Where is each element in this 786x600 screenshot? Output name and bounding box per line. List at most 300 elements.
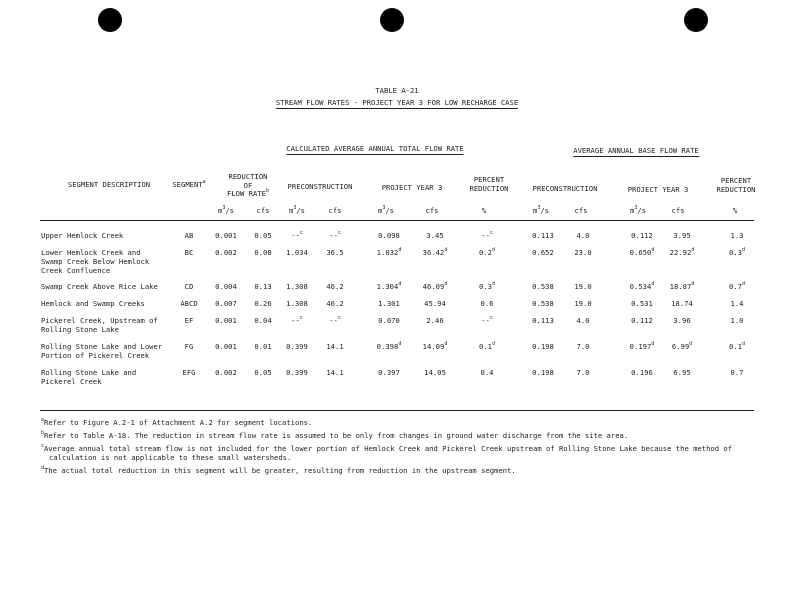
cell-text: 36.42 <box>422 248 445 257</box>
footnote-marker: c <box>337 315 341 321</box>
cell-bpy-m <box>631 316 653 325</box>
cell-text: 0.001 <box>215 231 237 240</box>
unit-label <box>378 206 394 215</box>
cell-text: 1.032 <box>376 248 399 257</box>
cell-text: CD <box>184 282 194 291</box>
cell-bpct <box>729 282 745 291</box>
cell-bpre-m <box>532 342 554 351</box>
cell-text: 0.198 <box>532 368 554 377</box>
cell-text: cfs <box>328 206 342 215</box>
cell-text: 0.538 <box>532 282 554 291</box>
cell-text: Lower Hemlock Creek and <box>41 248 141 257</box>
cell-pct <box>481 231 493 240</box>
cell-text: 0.3 <box>479 282 492 291</box>
cell-bpct <box>729 342 745 351</box>
cell-text: 0.04 <box>254 316 272 325</box>
unit-label <box>426 206 439 215</box>
header-base-percent-line2: REDUCTION <box>716 185 756 194</box>
cell-pre-c <box>326 368 343 377</box>
footnote-marker: a <box>41 417 45 423</box>
cell-py-m <box>377 248 402 257</box>
cell-text: 0.26 <box>254 299 272 308</box>
unit-label <box>329 206 342 215</box>
cell-text: /s <box>540 206 549 215</box>
header-preconstruction: PRECONSTRUCTION <box>287 182 353 191</box>
footnote-marker: d <box>741 341 745 347</box>
footnote-marker: d <box>491 281 495 287</box>
cell-bpy-m <box>630 248 655 257</box>
footnote <box>49 453 291 462</box>
cell-bpre-m <box>532 368 554 377</box>
cell-red-m <box>215 282 237 291</box>
footnote-marker: 3 <box>634 205 638 211</box>
cell-bpy-m <box>631 299 653 308</box>
cell-seg <box>185 342 194 351</box>
unit-label <box>257 206 270 215</box>
cell-text: 0.398 <box>376 342 399 351</box>
footnote-marker: c <box>299 230 303 236</box>
cell-text: Refer to Table A-18. The reduction in stream flow rate is assumed to be only from changes in ground water discharge from the site area. <box>44 431 629 440</box>
cell-red-m <box>215 299 237 308</box>
cell-text: -- <box>329 231 338 240</box>
cell-text: The actual total reduction in this segment will be greater, resulting from reduction in the upstream segment. <box>44 466 516 475</box>
cell-py-c <box>423 282 448 291</box>
footnote-marker: d <box>444 247 448 253</box>
footnote-marker: d <box>651 247 655 253</box>
cell-pct <box>481 299 494 308</box>
cell-text: m <box>533 206 538 215</box>
cell-py-c <box>423 342 448 351</box>
cell-bpre-m <box>532 299 554 308</box>
cell-text: -- <box>481 231 490 240</box>
cell-text: m <box>630 206 635 215</box>
binder-hole-left <box>98 8 122 32</box>
cell-text: 3.95 <box>673 231 691 240</box>
segment-description <box>41 266 110 275</box>
cell-text: Hemlock and Swamp Creeks <box>41 299 145 308</box>
header-reduction-line2: OF <box>243 181 253 190</box>
cell-pct <box>479 248 495 257</box>
cell-text: cfs <box>256 206 270 215</box>
cell-text: BC <box>184 248 194 257</box>
cell-text: 0.399 <box>286 342 308 351</box>
cell-bpre-m <box>532 282 554 291</box>
cell-text: AB <box>184 231 194 240</box>
cell-text: 0.534 <box>629 282 652 291</box>
cell-seg <box>180 299 197 308</box>
cell-bpct <box>731 316 744 325</box>
cell-bpy-m <box>630 282 655 291</box>
cell-pct <box>481 316 493 325</box>
footnote-marker: d <box>651 341 655 347</box>
cell-py-c <box>426 316 443 325</box>
footnote <box>41 431 628 440</box>
unit-label <box>482 206 486 215</box>
segment-description <box>41 368 136 377</box>
cell-text: 1.3 <box>730 231 744 240</box>
cell-text: 0.198 <box>532 342 554 351</box>
cell-text: 0.08 <box>254 248 272 257</box>
cell-text: calculation is not applicable to these small watersheds. <box>49 453 292 462</box>
cell-text: 23.0 <box>574 248 592 257</box>
footnote-marker: 3 <box>222 205 226 211</box>
cell-text: 1.304 <box>376 282 399 291</box>
cell-text: ABCD <box>180 299 198 308</box>
cell-text: 14.1 <box>326 342 344 351</box>
cell-seg <box>185 231 194 240</box>
cell-text: 0.1 <box>729 342 742 351</box>
cell-text: 0.197 <box>629 342 652 351</box>
cell-bpre-c <box>574 299 591 308</box>
table-number: TABLE A-21 <box>375 86 419 95</box>
binder-hole-center <box>380 8 404 32</box>
footnote <box>41 466 516 475</box>
cell-text: 0.397 <box>378 368 400 377</box>
cell-pre-c <box>329 316 341 325</box>
cell-text: 0.001 <box>215 316 237 325</box>
cell-bpy-c <box>671 299 693 308</box>
cell-pre-c <box>326 299 343 308</box>
cell-pre-c <box>326 248 343 257</box>
cell-text: 3.45 <box>426 231 444 240</box>
cell-red-c <box>254 316 271 325</box>
cell-py-m <box>378 299 400 308</box>
cell-red-c <box>254 299 271 308</box>
cell-seg <box>183 368 196 377</box>
group-header-base-flow: AVERAGE ANNUAL BASE FLOW RATE <box>573 146 699 155</box>
segment-description <box>41 248 141 257</box>
cell-text: 4.0 <box>576 316 590 325</box>
cell-pre-m <box>286 342 308 351</box>
cell-text: 0.3 <box>729 248 742 257</box>
footnote-marker: c <box>489 230 493 236</box>
binder-hole-right <box>684 8 708 32</box>
unit-label <box>575 206 588 215</box>
cell-text: Swamp Creek Below Hemlock <box>41 257 150 266</box>
cell-bpct <box>731 231 744 240</box>
footnote-marker: d <box>741 247 745 253</box>
cell-text: 0.650 <box>629 248 652 257</box>
cell-text: 1.0 <box>730 316 744 325</box>
footnote-marker: b <box>41 430 45 436</box>
cell-red-c <box>254 282 271 291</box>
cell-bpre-m <box>532 248 554 257</box>
group-header-total-flow: CALCULATED AVERAGE ANNUAL TOTAL FLOW RATE <box>286 144 464 153</box>
segment-description <box>41 377 102 386</box>
cell-text: 0.113 <box>532 231 554 240</box>
segment-description <box>41 257 149 266</box>
cell-py-m <box>377 342 402 351</box>
cell-red-c <box>254 342 271 351</box>
cell-red-m <box>215 248 237 257</box>
cell-text: m <box>218 206 223 215</box>
cell-bpy-m <box>630 342 655 351</box>
cell-text: 1.308 <box>286 282 308 291</box>
footnote-marker: d <box>691 247 695 253</box>
cell-text: Pickerel Creek, Upstream of <box>41 316 158 325</box>
footnote <box>41 444 732 453</box>
footnote-marker: d <box>398 281 402 287</box>
cell-red-c <box>254 368 271 377</box>
cell-red-m <box>215 342 237 351</box>
cell-pre-m <box>286 368 308 377</box>
segment-description <box>41 231 123 240</box>
cell-text: 0.112 <box>631 316 653 325</box>
cell-text: 0.6 <box>480 299 494 308</box>
cell-text: 0.538 <box>532 299 554 308</box>
cell-bpct <box>729 248 745 257</box>
cell-pre-c <box>329 231 341 240</box>
cell-text: 0.002 <box>215 248 237 257</box>
footnote-marker: c <box>299 315 303 321</box>
cell-bpy-c <box>673 316 690 325</box>
cell-pre-m <box>286 282 308 291</box>
cell-text: 36.5 <box>326 248 344 257</box>
cell-text: 18.74 <box>671 299 693 308</box>
cell-text: 0.112 <box>631 231 653 240</box>
cell-py-c <box>423 248 448 257</box>
header-reduction-line3: FLOW RATE$^b$ <box>227 188 269 198</box>
header-percent-line1: PERCENT <box>473 175 505 184</box>
cell-text: 14.09 <box>422 342 445 351</box>
footnote-marker: d <box>398 247 402 253</box>
cell-text: 0.4 <box>480 368 494 377</box>
cell-text: 4.0 <box>576 231 590 240</box>
cell-red-m <box>215 368 237 377</box>
cell-text: 0.1 <box>479 342 492 351</box>
table-title: STREAM FLOW RATES - PROJECT YEAR 3 FOR LOW RECHARGE CASE <box>275 98 519 107</box>
cell-text: 0.7 <box>729 282 742 291</box>
cell-text: % <box>732 206 738 215</box>
footnote-marker: d <box>741 281 745 287</box>
header-base-project-year-3: PROJECT YEAR 3 <box>627 185 689 194</box>
header-segment: SEGMENT$^a$ <box>172 179 206 189</box>
cell-text: 0.098 <box>378 231 400 240</box>
cell-text: /s <box>225 206 234 215</box>
cell-bpy-m <box>631 368 653 377</box>
footnote-marker: d <box>444 341 448 347</box>
cell-text: 7.0 <box>576 342 590 351</box>
cell-bpre-c <box>577 316 590 325</box>
cell-py-m <box>378 316 400 325</box>
footnote-marker: d <box>444 281 448 287</box>
footnote-marker: c <box>337 230 341 236</box>
header-percent-line2: REDUCTION <box>469 184 509 193</box>
segment-description <box>41 316 158 325</box>
cell-bpre-c <box>574 282 591 291</box>
cell-text: 0.070 <box>378 316 400 325</box>
cell-text: 6.99 <box>671 342 690 351</box>
cell-text: /s <box>637 206 646 215</box>
cell-text: Upper Hemlock Creek <box>41 231 124 240</box>
cell-bpy-c <box>670 282 695 291</box>
cell-text: 46.09 <box>422 282 445 291</box>
header-reduction-line1: REDUCTION <box>228 172 268 181</box>
header-segment-description: SEGMENT DESCRIPTION <box>67 180 151 189</box>
cell-text: 19.0 <box>574 299 592 308</box>
cell-text: 1.034 <box>286 248 308 257</box>
cell-pct <box>479 342 495 351</box>
unit-label <box>533 206 549 215</box>
footnote-marker: 3 <box>293 205 297 211</box>
cell-py-c <box>424 299 446 308</box>
cell-py-m <box>377 282 402 291</box>
cell-text: Swamp Creek Above Rice Lake <box>41 282 158 291</box>
cell-text: cfs <box>574 206 588 215</box>
cell-pct <box>481 368 494 377</box>
segment-description <box>41 299 145 308</box>
footnote-marker: c <box>489 315 493 321</box>
cell-text: 46.2 <box>326 282 344 291</box>
cell-text: 0.7 <box>730 368 744 377</box>
cell-red-c <box>254 248 271 257</box>
cell-text: 19.0 <box>574 282 592 291</box>
cell-text: /s <box>296 206 305 215</box>
cell-text: Rolling Stone Lake and <box>41 368 137 377</box>
cell-text: -- <box>481 316 490 325</box>
cell-pre-m <box>291 316 303 325</box>
segment-description <box>41 325 119 334</box>
cell-text: Rolling Stone Lake <box>41 325 119 334</box>
cell-text: 0.13 <box>254 282 272 291</box>
cell-text: 0.652 <box>532 248 554 257</box>
cell-text: 22.92 <box>669 248 692 257</box>
cell-bpy-c <box>670 248 695 257</box>
cell-text: 0.399 <box>286 368 308 377</box>
cell-text: -- <box>329 316 338 325</box>
cell-text: Portion of Pickerel Creek <box>41 351 150 360</box>
cell-red-c <box>254 231 271 240</box>
cell-text: 0.01 <box>254 342 272 351</box>
cell-text: 1.308 <box>286 299 308 308</box>
cell-py-c <box>424 368 446 377</box>
cell-text: 0.05 <box>254 231 272 240</box>
cell-bpy-c <box>673 368 690 377</box>
cell-text: 0.113 <box>532 316 554 325</box>
cell-bpre-c <box>577 342 590 351</box>
cell-text: % <box>481 206 487 215</box>
cell-text: -- <box>291 231 300 240</box>
cell-py-c <box>426 231 443 240</box>
footnote-marker: d <box>491 341 495 347</box>
unit-label <box>289 206 305 215</box>
unit-label <box>672 206 685 215</box>
cell-text: 45.94 <box>424 299 446 308</box>
cell-text: 0.001 <box>215 342 237 351</box>
cell-red-m <box>215 316 237 325</box>
cell-text: Average annual total stream flow is not included for the lower portion of Hemlock Creek and Pickerel Creek upstream of Rolling Stone Lake because the method of <box>44 444 733 453</box>
cell-pre-c <box>326 282 343 291</box>
segment-description <box>41 351 149 360</box>
footnote-marker: c <box>41 443 45 449</box>
footnote-marker: d <box>398 341 402 347</box>
cell-bpy-m <box>631 231 653 240</box>
cell-bpct <box>731 368 744 377</box>
cell-text: Rolling Stone Lake and Lower <box>41 342 163 351</box>
cell-text: 6.95 <box>673 368 691 377</box>
cell-pct <box>479 282 495 291</box>
cell-text: 0.196 <box>631 368 653 377</box>
unit-label <box>630 206 646 215</box>
cell-text: 18.87 <box>669 282 692 291</box>
header-base-preconstruction: PRECONSTRUCTION <box>532 184 598 193</box>
cell-text: Pickerel Creek <box>41 377 102 386</box>
cell-bpct <box>731 299 744 308</box>
cell-text: EFG <box>182 368 196 377</box>
header-rule <box>40 220 754 221</box>
cell-bpre-c <box>577 231 590 240</box>
cell-text: 14.05 <box>424 368 446 377</box>
cell-py-m <box>378 231 400 240</box>
cell-seg <box>185 282 194 291</box>
cell-text: cfs <box>671 206 685 215</box>
cell-text: 0.004 <box>215 282 237 291</box>
cell-text: cfs <box>425 206 439 215</box>
cell-text: 1.301 <box>378 299 400 308</box>
cell-text: 3.96 <box>673 316 691 325</box>
cell-text: 14.1 <box>326 368 344 377</box>
cell-seg <box>185 248 194 257</box>
cell-red-m <box>215 231 237 240</box>
cell-text: 0.05 <box>254 368 272 377</box>
footnote-marker: 3 <box>382 205 386 211</box>
header-project-year-3: PROJECT YEAR 3 <box>381 183 443 192</box>
footnote-marker: d <box>689 341 693 347</box>
cell-text: FG <box>184 342 194 351</box>
cell-text: 0.531 <box>631 299 653 308</box>
cell-bpre-m <box>532 231 554 240</box>
cell-text: EF <box>184 316 194 325</box>
cell-seg <box>185 316 194 325</box>
cell-pre-c <box>326 342 343 351</box>
cell-pre-m <box>291 231 303 240</box>
segment-description <box>41 342 162 351</box>
cell-text: 0.2 <box>479 248 492 257</box>
cell-text: 2.46 <box>426 316 444 325</box>
cell-text: m <box>378 206 383 215</box>
cell-bpy-c <box>672 342 692 351</box>
footnote-rule <box>40 410 754 411</box>
cell-bpy-c <box>673 231 690 240</box>
unit-label <box>218 206 234 215</box>
cell-text: 46.2 <box>326 299 344 308</box>
cell-text: Creek Confluence <box>41 266 111 275</box>
footnote-marker: d <box>491 247 495 253</box>
cell-text: 0.007 <box>215 299 237 308</box>
footnote <box>41 418 312 427</box>
cell-bpre-c <box>574 248 591 257</box>
footnote-marker: d <box>651 281 655 287</box>
cell-bpre-c <box>577 368 590 377</box>
cell-pre-m <box>286 248 308 257</box>
footnote-marker: 3 <box>537 205 541 211</box>
cell-text: 0.002 <box>215 368 237 377</box>
cell-text: /s <box>385 206 394 215</box>
cell-text: m <box>289 206 294 215</box>
cell-text: 1.4 <box>730 299 744 308</box>
cell-py-m <box>378 368 400 377</box>
cell-pre-m <box>286 299 308 308</box>
cell-text: 7.0 <box>576 368 590 377</box>
footnote-marker: d <box>691 281 695 287</box>
cell-bpre-m <box>532 316 554 325</box>
footnote-marker: d <box>41 465 45 471</box>
header-base-percent-line1: PERCENT <box>720 176 752 185</box>
unit-label <box>733 206 737 215</box>
segment-description <box>41 282 158 291</box>
cell-text: Refer to Figure A.2-1 of Attachment A.2 for segment locations. <box>44 418 313 427</box>
cell-text: -- <box>291 316 300 325</box>
